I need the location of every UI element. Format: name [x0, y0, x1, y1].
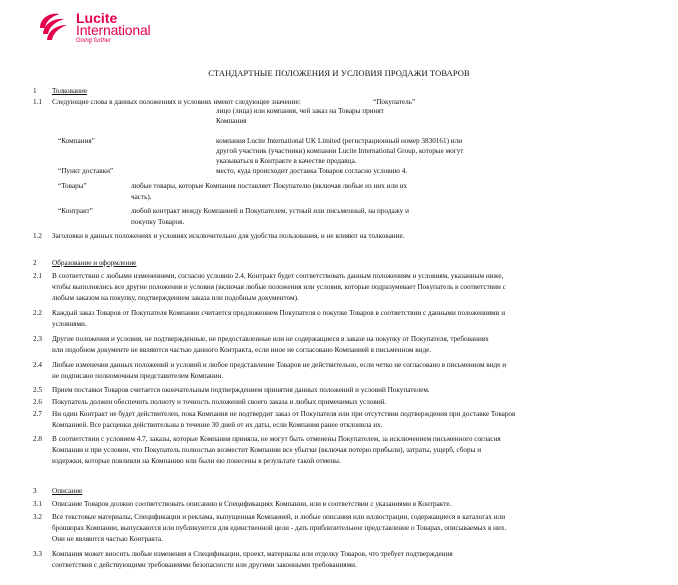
definition-text: покупку Товаров. — [131, 218, 185, 226]
clause-text: В соответствии с любыми изменениями, согласно условию 2.4, Контракт будет соответствовать данным положениям и условиям, указанным ниже, — [52, 272, 504, 280]
clause-number: 2.4 — [33, 361, 42, 369]
clause-text: брошюрах Компании, выпускаются или публикуются для единственной цели - дать приблизительное представление о Товарах, описываемых в них. — [52, 524, 507, 532]
clause-text: Описание Товаров должно соответствовать описанию в Спецификациях Компании, или в соответствии с указаниями в Контракте. — [52, 500, 452, 508]
clause-text: Покупатель должен обеспечить полноту и точность положений своего заказа и любых применимых условий. — [52, 398, 387, 406]
clause-text: условиями. — [52, 320, 87, 328]
clause-text: Другие положения и условия, не подтвержденные, не предоставленные или не содержащиеся в заказе на покупку от Покупателя, требованиях — [52, 335, 489, 343]
logo-name-line2: International — [76, 22, 151, 38]
logo-name-line1: Lucite — [76, 10, 118, 26]
clause-text: Каждый заказ Товаров от Покупателя Компании считается предложением Покупателя о покупке Товаров в соответствии с данными положениями и — [52, 309, 506, 317]
section-number: 1 — [33, 87, 37, 95]
section-heading: Толкование — [52, 87, 88, 95]
clause-number: 2.8 — [33, 435, 42, 443]
clause-number: 2.1 — [33, 272, 42, 280]
clause-text: Компания может вносить любые изменения в Спецификации, проект, материалы или отделку Товаров, что требует подтверждения — [52, 550, 453, 558]
clause-number: 2.5 — [33, 386, 42, 394]
definition-term: “Пункт доставки” — [58, 167, 114, 175]
clause-text: или подобном документе не являются частью данного Контракта, если иное не согласовано Компанией в письменном виде. — [52, 346, 432, 354]
clause-text: не подписано полномочным представителем Компании. — [52, 372, 224, 380]
section-heading: Описание — [52, 487, 83, 495]
definition-term: “Контракт” — [58, 207, 93, 215]
clause-number: 2.6 — [33, 398, 42, 406]
document-title: СТАНДАРТНЫЕ ПОЛОЖЕНИЯ И УСЛОВИЯ ПРОДАЖИ ТОВАРОВ — [208, 68, 470, 78]
clause-number: 2.2 — [33, 309, 42, 317]
definition-text: указываться в Контракте в качестве продавца. — [216, 157, 357, 165]
clause-number: 2.7 — [33, 410, 42, 418]
clause-text: соответствия с действующими требованиями безопасности или другими законными требованиями. — [52, 561, 357, 569]
clause-number: 1.1 — [33, 98, 42, 106]
clause-text: Компанией. Все расценки действительны в течение 30 дней от их даты, если Компания ранее отклонила их. — [52, 421, 383, 429]
definition-text: любой контракт между Компанией и Покупателем, устный или письменный, на продажу и — [131, 207, 409, 215]
definition-text: лицо (лица) или компания, чей заказ на Товары принят — [216, 107, 384, 115]
definition-term: “Товары” — [58, 182, 87, 190]
definition-term: “Покупатель” — [373, 98, 416, 106]
clause-text: В соответствии с условием 4.7, заказы, которые Компания приняла, не могут быть отменены Покупателем, за исключением письменного согласия — [52, 435, 501, 443]
definition-text: место, куда происходит доставка Товаров согласно условию 4. — [216, 167, 408, 175]
clause-number: 1.2 — [33, 232, 42, 240]
definition-text: компания Lucite International UK Limited (регистрационный номер 3830161) или — [216, 137, 463, 145]
section-number: 2 — [33, 259, 37, 267]
definition-text: любые товары, которые Компания поставляет Покупателю (включая любые из них или их — [131, 182, 408, 190]
section-heading: Образование и оформление — [52, 259, 137, 267]
clause-number: 2.3 — [33, 335, 42, 343]
clause-number: 3.3 — [33, 550, 42, 558]
clause-text: Следующие слова в данных положениях и условиях имеют следующее значение: — [52, 98, 301, 106]
clause-text: Компании и при условии, что Покупатель полностью возместит Компании все убытки (включая потерю прибыли), затраты, ущерб, сборы и — [52, 446, 482, 454]
logo-tagline: Going further — [76, 38, 112, 44]
clause-text: Любые изменения данных положений и условий и любое представление Товаров не действительно, если четко не согласовано в письменном виде и — [52, 361, 507, 369]
clause-text: Ни один Контракт не будет действителен, пока Компания не подтвердит заказ от Покупателя или при отсутствии подтверждения при доставке Товаров — [52, 410, 516, 418]
clause-number: 3.2 — [33, 513, 42, 521]
definition-text: часть). — [131, 193, 152, 201]
company-logo — [36, 8, 156, 48]
section-number: 3 — [33, 487, 37, 495]
clause-text: Все текстовые материалы, Спецификации и реклама, выпущенная Компанией, и любые описания или иллюстрации, содержащиеся в каталогах или — [52, 513, 506, 521]
clause-number: 3.1 — [33, 500, 42, 508]
definition-text: Компания — [216, 117, 247, 125]
clause-text: Заголовки в данных положениях и условиях исключительно для удобства пользования, и не влияют на толкование. — [52, 232, 405, 240]
clause-text: Они не являются частью Контракта. — [52, 535, 163, 543]
clause-text: Прием поставки Товаров считается окончательным подтверждением принятия данных положений и условий Покупателем. — [52, 386, 430, 394]
clause-text: любым заказом на покупку, подтверждением заказа или подобным документом). — [52, 294, 299, 302]
clause-text: чтобы выполнялись все другие положения и условия (включая любые положения или условия, которые подразумевает Покупатель в соответствии с — [52, 283, 506, 291]
clause-text: издержки, которые повлияли на Компанию или были ею понесены в результате такой отмены. — [52, 457, 341, 465]
definition-term: “Компания” — [58, 137, 95, 145]
logo-emblem-icon — [36, 10, 72, 44]
definition-text: другой участник (участники) компании Lucite International Group, которые могут — [216, 147, 464, 155]
